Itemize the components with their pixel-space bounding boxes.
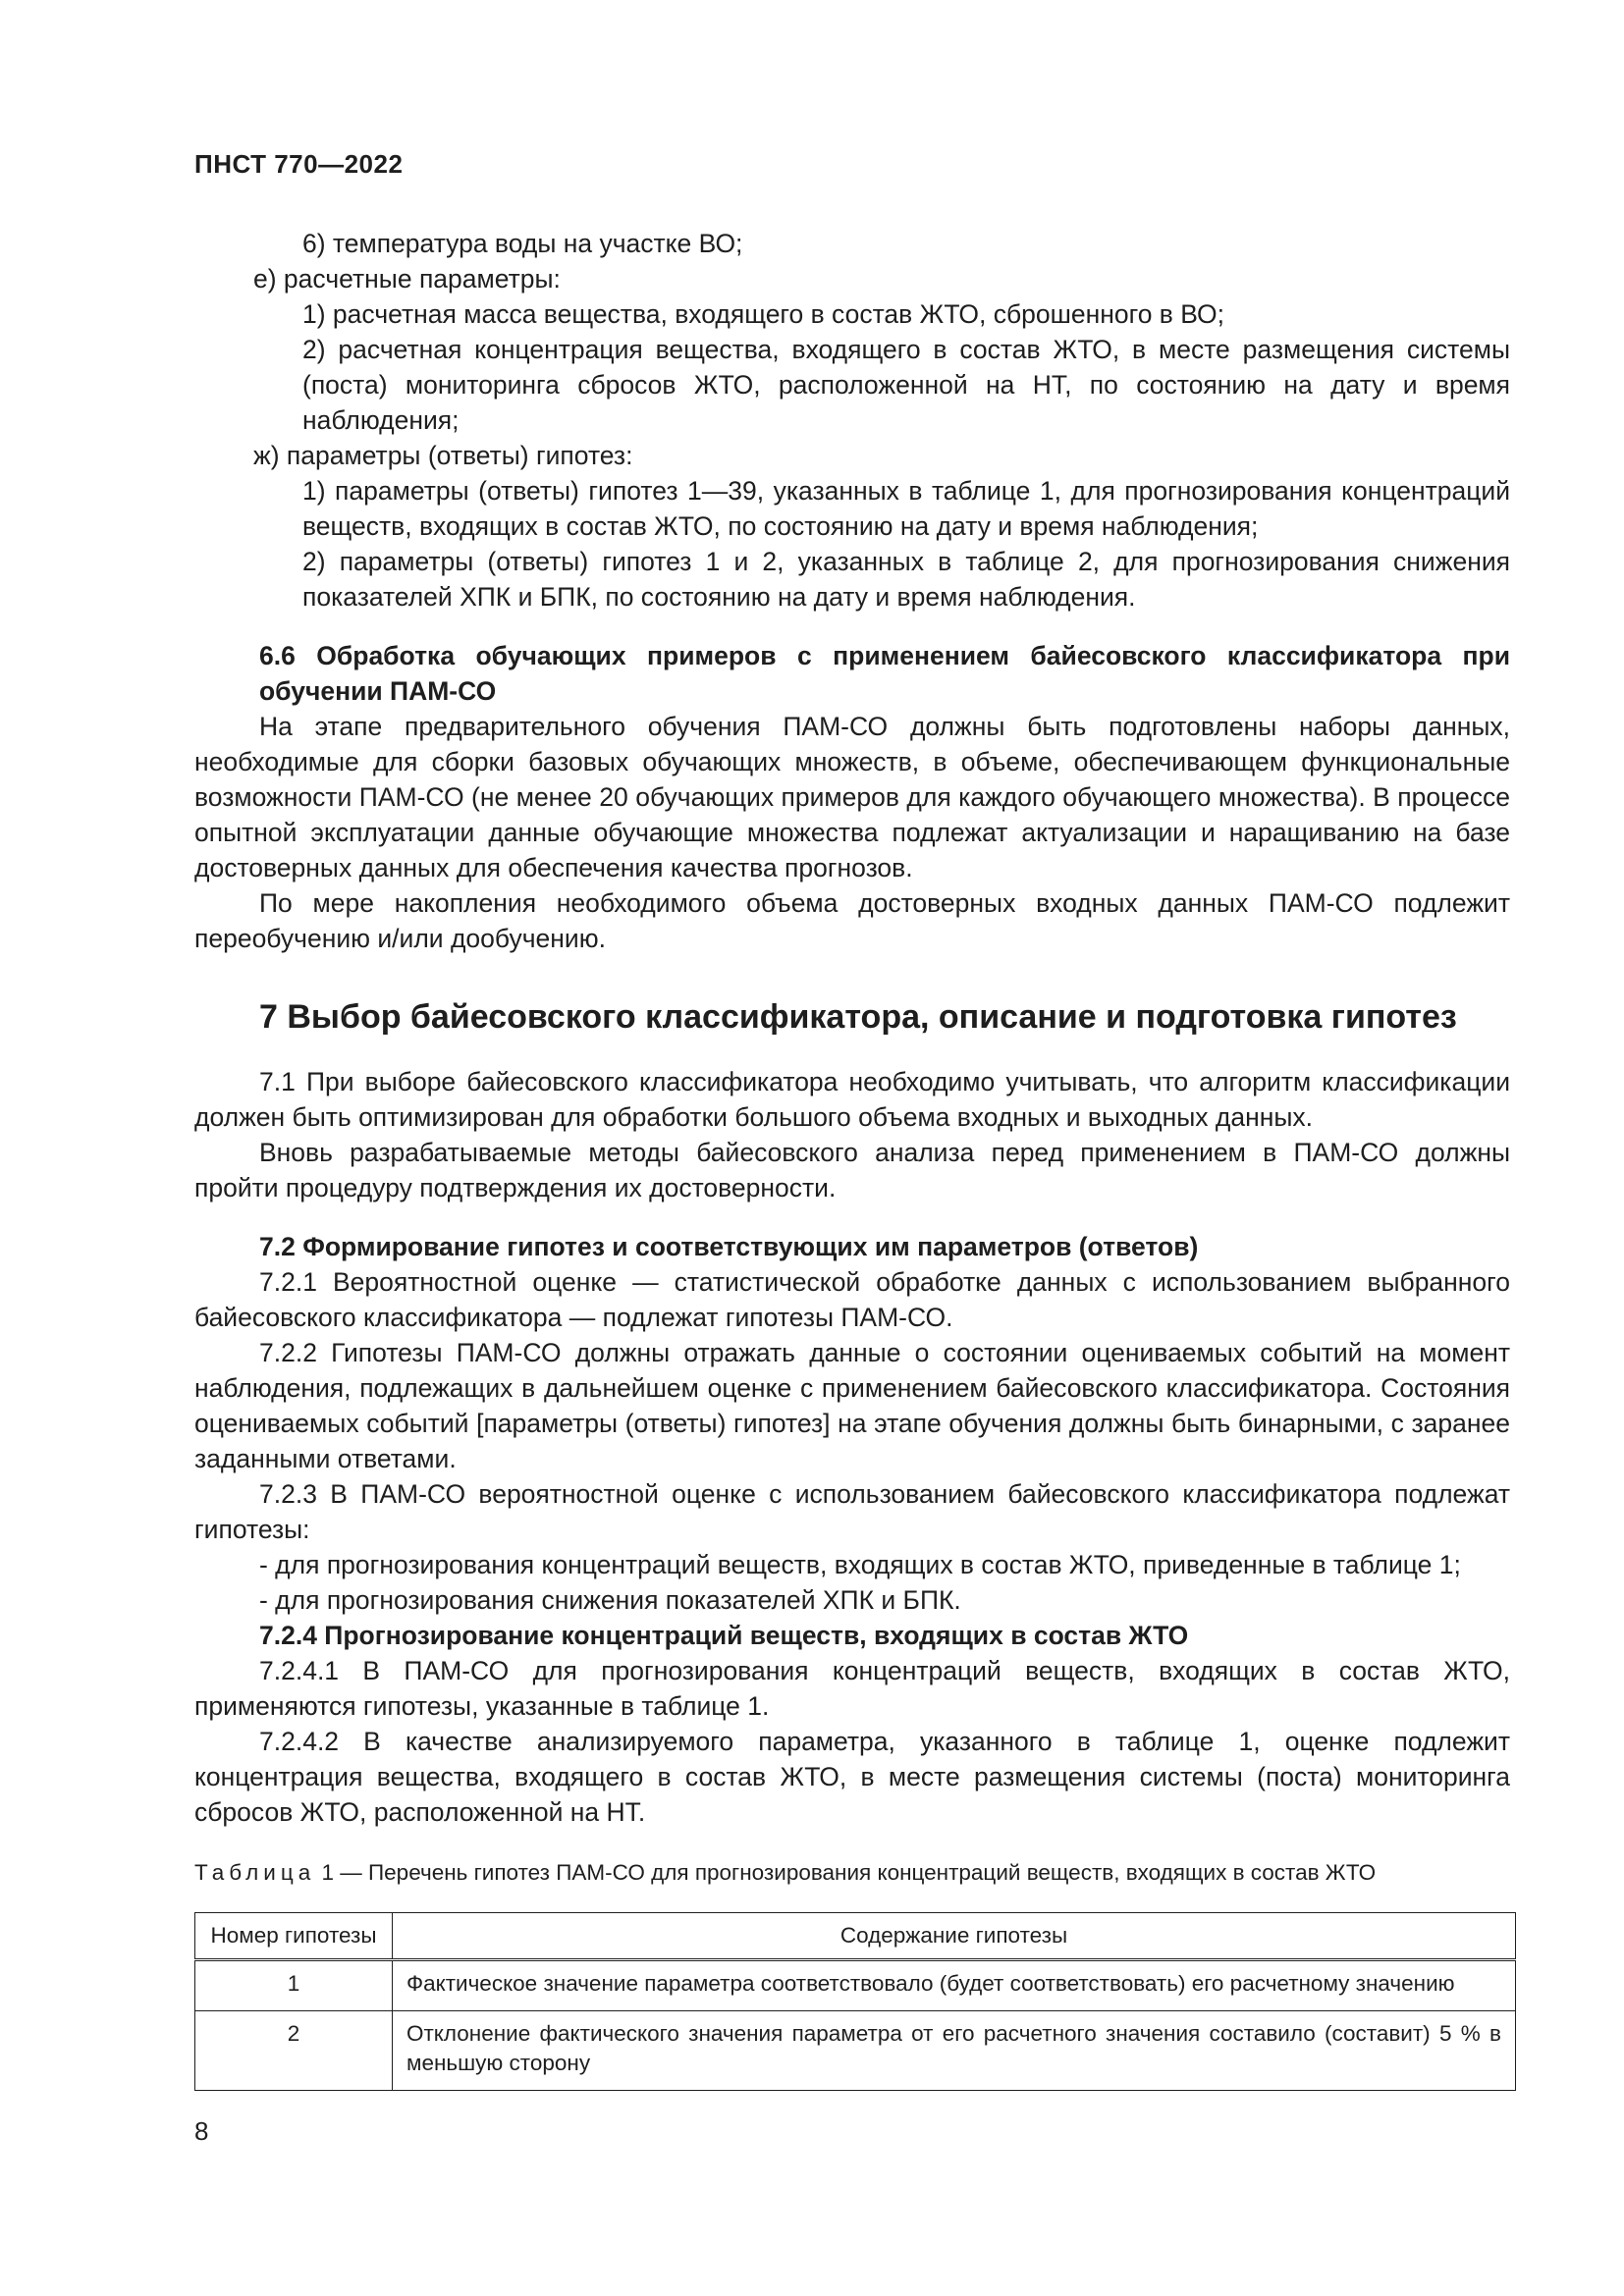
paragraph: По мере накопления необходимого объема достоверных входных данных ПАМ-СО подлежит переобучению и/или дообучению. xyxy=(194,888,1510,953)
paragraph: Вновь разрабатываемые методы байесовского анализа перед применением в ПАМ-СО должны пройти процедуру подтверждения их достоверности. xyxy=(194,1138,1510,1202)
table-caption-title: 1 — Перечень гипотез ПАМ-СО для прогнозирования концентраций веществ, входящих в состав ЖТО xyxy=(315,1860,1377,1885)
subsection-heading-7-2: 7.2 Формирование гипотез и соответствующих им параметров (ответов) xyxy=(259,1232,1199,1261)
list-item: 2) параметры (ответы) гипотез 1 и 2, указанных в таблице 2, для прогнозирования снижения показателей ХПК и БПК, по состоянию на дату и время наблюдения. xyxy=(302,547,1510,612)
table-row xyxy=(195,2011,1516,2091)
list-item: ж) параметры (ответы) гипотез: xyxy=(253,441,633,470)
paragraph: 7.2.3 В ПАМ-СО вероятностной оценке с использованием байесовского классификатора подлежат гипотезы: xyxy=(194,1479,1510,1544)
list-item: - для прогнозирования концентраций веществ, входящих в состав ЖТО, приведенные в таблице 1; xyxy=(259,1550,1461,1579)
paragraph: На этапе предварительного обучения ПАМ-СО должны быть подготовлены наборы данных, необходимые для сборки базовых обучающих множеств, в объеме, обеспечивающем функциональные возможности ПАМ-СО (не менее 20 обучающих примеров для каждого обучающего множества). В процессе опытной эксплуатации данные обучающие множества подлежат актуализации и наращиванию на базе достоверных данных для обеспечения качества прогнозов. xyxy=(194,712,1510,882)
list-item: 2) расчетная концентрация вещества, входящего в состав ЖТО, в месте размещения системы (поста) мониторинга сбросов ЖТО, расположенной на НТ, по состоянию на дату и время наблюдения; xyxy=(302,335,1510,435)
table-row xyxy=(195,1960,1516,2011)
table-caption xyxy=(194,1855,1510,1891)
table-header-row xyxy=(195,1913,1516,1960)
document-body xyxy=(194,226,1510,2091)
hypothesis-content: Отклонение фактического значения параметра от его расчетного значения составило (составит) 5 % в меньшую сторону xyxy=(393,2011,1516,2091)
column-header-number: Номер гипотезы xyxy=(195,1913,393,1960)
list-item: 1) расчетная масса вещества, входящего в состав ЖТО, сброшенного в ВО; xyxy=(302,299,1225,329)
hypothesis-number: 2 xyxy=(195,2011,393,2091)
paragraph: 7.1 При выборе байесовского классификатора необходимо учитывать, что алгоритм классификации должен быть оптимизирован для обработки большого объема входных и выходных данных. xyxy=(194,1067,1510,1132)
subsection-heading-7-2-4: 7.2.4 Прогнозирование концентраций веществ, входящих в состав ЖТО xyxy=(259,1621,1189,1650)
paragraph: 7.2.1 Вероятностной оценке — статистической обработке данных с использованием выбранного байесовского классификатора — подлежат гипотезы ПАМ-СО. xyxy=(194,1267,1510,1332)
list-item: 6) температура воды на участке ВО; xyxy=(302,229,743,258)
column-header-content: Содержание гипотезы xyxy=(393,1913,1516,1960)
subsection-heading-6-6: 6.6 Обработка обучающих примеров с применением байесовского классификатора при обучении ПАМ-СО xyxy=(259,641,1510,706)
page-number: 8 xyxy=(194,2116,209,2146)
section-heading-7: 7 Выбор байесовского классификатора, описание и подготовка гипотез xyxy=(259,998,1457,1036)
paragraph: 7.2.4.2 В качестве анализируемого параметра, указанного в таблице 1, оценке подлежит концентрация вещества, входящего в состав ЖТО, в месте размещения системы (поста) мониторинга сбросов ЖТО, расположенной на НТ. xyxy=(194,1727,1510,1827)
list-item: 1) параметры (ответы) гипотез 1—39, указанных в таблице 1, для прогнозирования концентраций веществ, входящих в состав ЖТО, по состоянию на дату и время наблюдения; xyxy=(302,476,1510,541)
list-item: - для прогнозирования снижения показателей ХПК и БПК. xyxy=(259,1585,961,1615)
list-item: е) расчетные параметры: xyxy=(253,264,561,294)
paragraph: 7.2.4.1 В ПАМ-СО для прогнозирования концентраций веществ, входящих в состав ЖТО, применяются гипотезы, указанные в таблице 1. xyxy=(194,1656,1510,1721)
document-code-header: ПНСТ 770—2022 xyxy=(194,149,404,179)
paragraph: 7.2.2 Гипотезы ПАМ-СО должны отражать данные о состоянии оцениваемых событий на момент наблюдения, подлежащих в дальнейшем оценке с применением байесовского классификатора. Состояния оцениваемых событий [параметры (ответы) гипотез] на этапе обучения должны быть бинарными, с заранее заданными ответами. xyxy=(194,1338,1510,1473)
hypothesis-number: 1 xyxy=(195,1960,393,2011)
hypothesis-content: Фактическое значение параметра соответствовало (будет соответствовать) его расчетному значению xyxy=(393,1960,1516,2011)
table-caption-label: Таблица xyxy=(194,1860,316,1885)
hypotheses-table xyxy=(194,1912,1516,2091)
